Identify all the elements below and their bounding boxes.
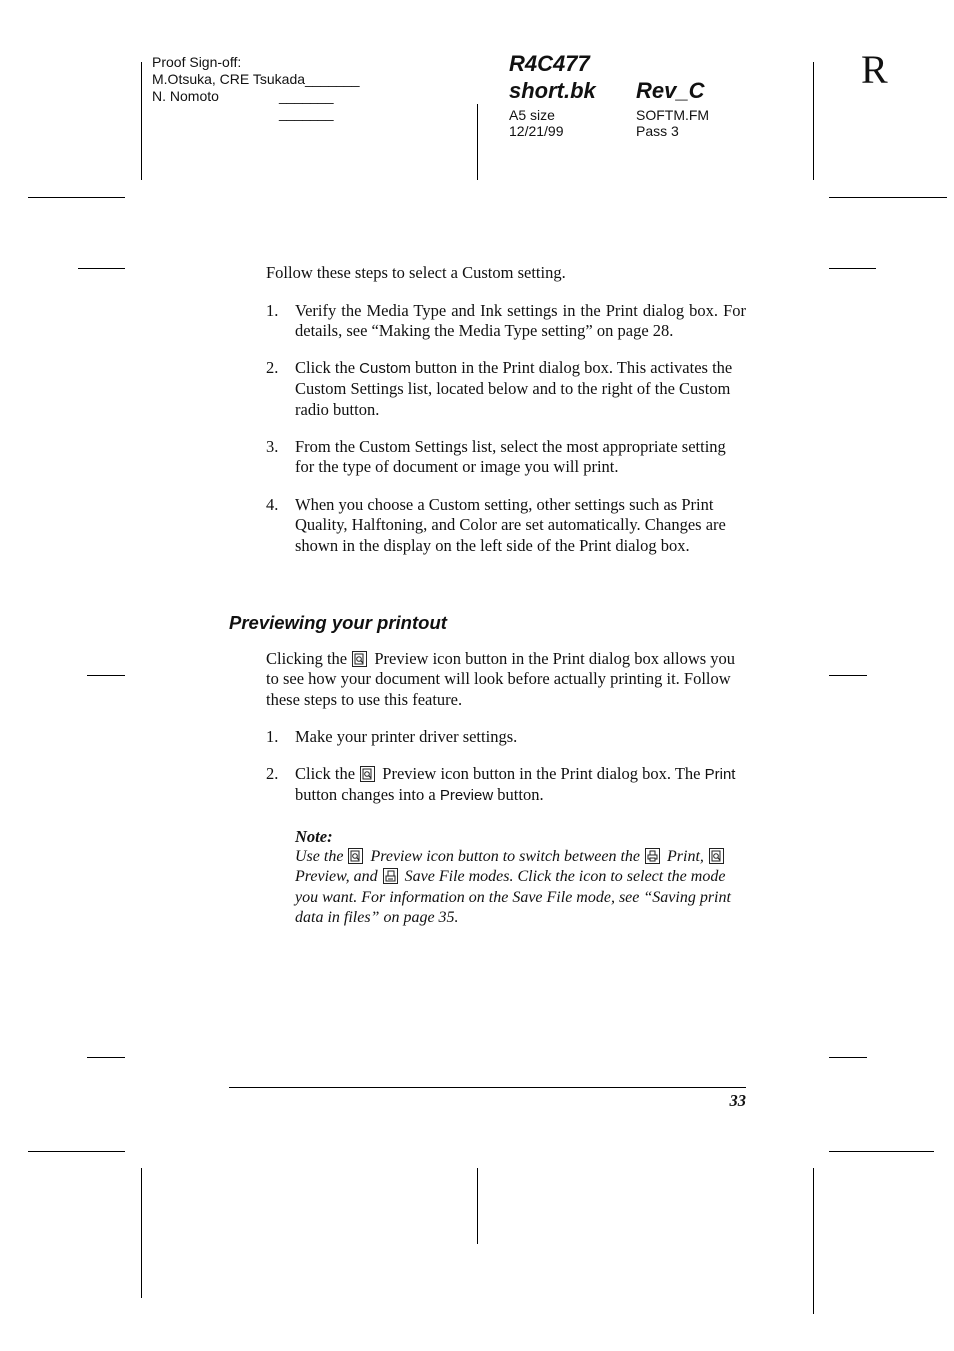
note-text [295,847,746,929]
list-item [266,358,746,420]
list-item-text [295,358,746,420]
crop-line [829,1151,934,1152]
preview-paragraph [266,649,746,710]
list-number: 2. [266,358,279,377]
proof-signoff-name-1: M.Otsuka, CRE Tsukada_______ [152,71,360,87]
text-run: Print, [663,848,708,865]
text-run: Preview, and [295,868,382,886]
print-icon [645,848,660,864]
preview-icon [360,766,375,782]
preview-icon [348,848,363,864]
list-number: 4. [266,495,279,514]
revision: Rev_C [636,78,705,103]
book-file: short.bk [509,78,596,103]
fm-file: SOFTM.FM [636,107,710,123]
list-item-text: Verify the Media Type and Ink settings in the Print dialog box. For details, see “Making the Media Type setting” on page 28. [295,301,746,341]
crop-line [87,675,125,676]
text-run: button in the Print dialog box. This activates the Custom Settings list, located below and to the right of the Custom radio button. [295,358,733,419]
text-run: Clicking the [266,649,352,668]
list-number: 1. [266,727,279,746]
list-item [266,727,746,747]
signoff-blank-2: _______ [279,105,334,121]
pass: Pass 3 [636,123,679,139]
crop-line [813,62,814,180]
intro-paragraph: Follow these steps to select a Custom setting. [266,263,566,282]
text-run: Preview icon button in the Print dialog box. The [378,764,705,783]
text-run: Preview icon button to switch between the [366,848,645,865]
book-code: R4C477 [509,51,590,76]
list-number: 2. [266,764,279,783]
preview-icon [352,651,367,667]
proof-signoff-title: Proof Sign-off: [152,54,242,70]
proof-signoff-name-2: N. Nomoto [152,88,219,104]
crop-line [78,268,125,269]
crop-line [28,197,125,198]
crop-line [829,268,876,269]
list-item-text: From the Custom Settings list, select the most appropriate setting for the type of document or image you will print. [295,437,726,477]
list-item-text [295,764,746,807]
save-file-icon [383,868,398,884]
preview-icon [709,848,724,864]
crop-line [28,1151,125,1152]
crop-line [477,104,478,180]
list-item [266,764,746,807]
footer-rule [229,1087,746,1088]
list-item-text: Make your printer driver settings. [295,727,518,746]
note-label: Note: [295,827,333,846]
preview-button-name: Preview [439,787,494,805]
list-number: 3. [266,437,279,456]
text-run: Click the [295,764,360,783]
crop-line [141,62,142,180]
crop-line [829,197,947,198]
crop-line [477,1168,478,1244]
list-item-text: When you choose a Custom setting, other settings such as Print Quality, Halftoning, and Color are set automatically. Changes are shown in the display on the left side of the Print dialog box. [295,495,726,555]
crop-line [141,1168,142,1298]
list-item [266,495,746,556]
text-run: button changes into a [295,785,440,805]
text-run: button. [493,785,544,805]
section-title: Previewing your printout [229,612,447,633]
list-item [266,437,746,478]
crop-line [87,1057,125,1058]
text-run: Click the [295,358,360,377]
crop-line [829,675,867,676]
date: 12/21/99 [509,123,564,139]
page-number: 33 [729,1091,746,1110]
list-number: 1. [266,301,279,320]
text-run: Save File modes. Click the icon to select the mode you want. For information on the Save File mode, see “Saving print data in files” on page 35. [295,868,731,927]
print-button-name: Print [704,766,736,783]
crop-line [813,1168,814,1314]
signoff-blank-1: _______ [279,88,334,104]
corner-mark: R [861,47,888,92]
text-run: Use the [295,848,348,865]
crop-line [829,1057,867,1058]
paper-size: A5 size [509,107,555,123]
custom-button-name: Custom [359,360,411,377]
text-run: Preview icon button in the Print dialog box allows you to see how your document will look before actually printing it. Follow these steps to use this feature. [266,649,736,709]
list-item [266,301,746,342]
